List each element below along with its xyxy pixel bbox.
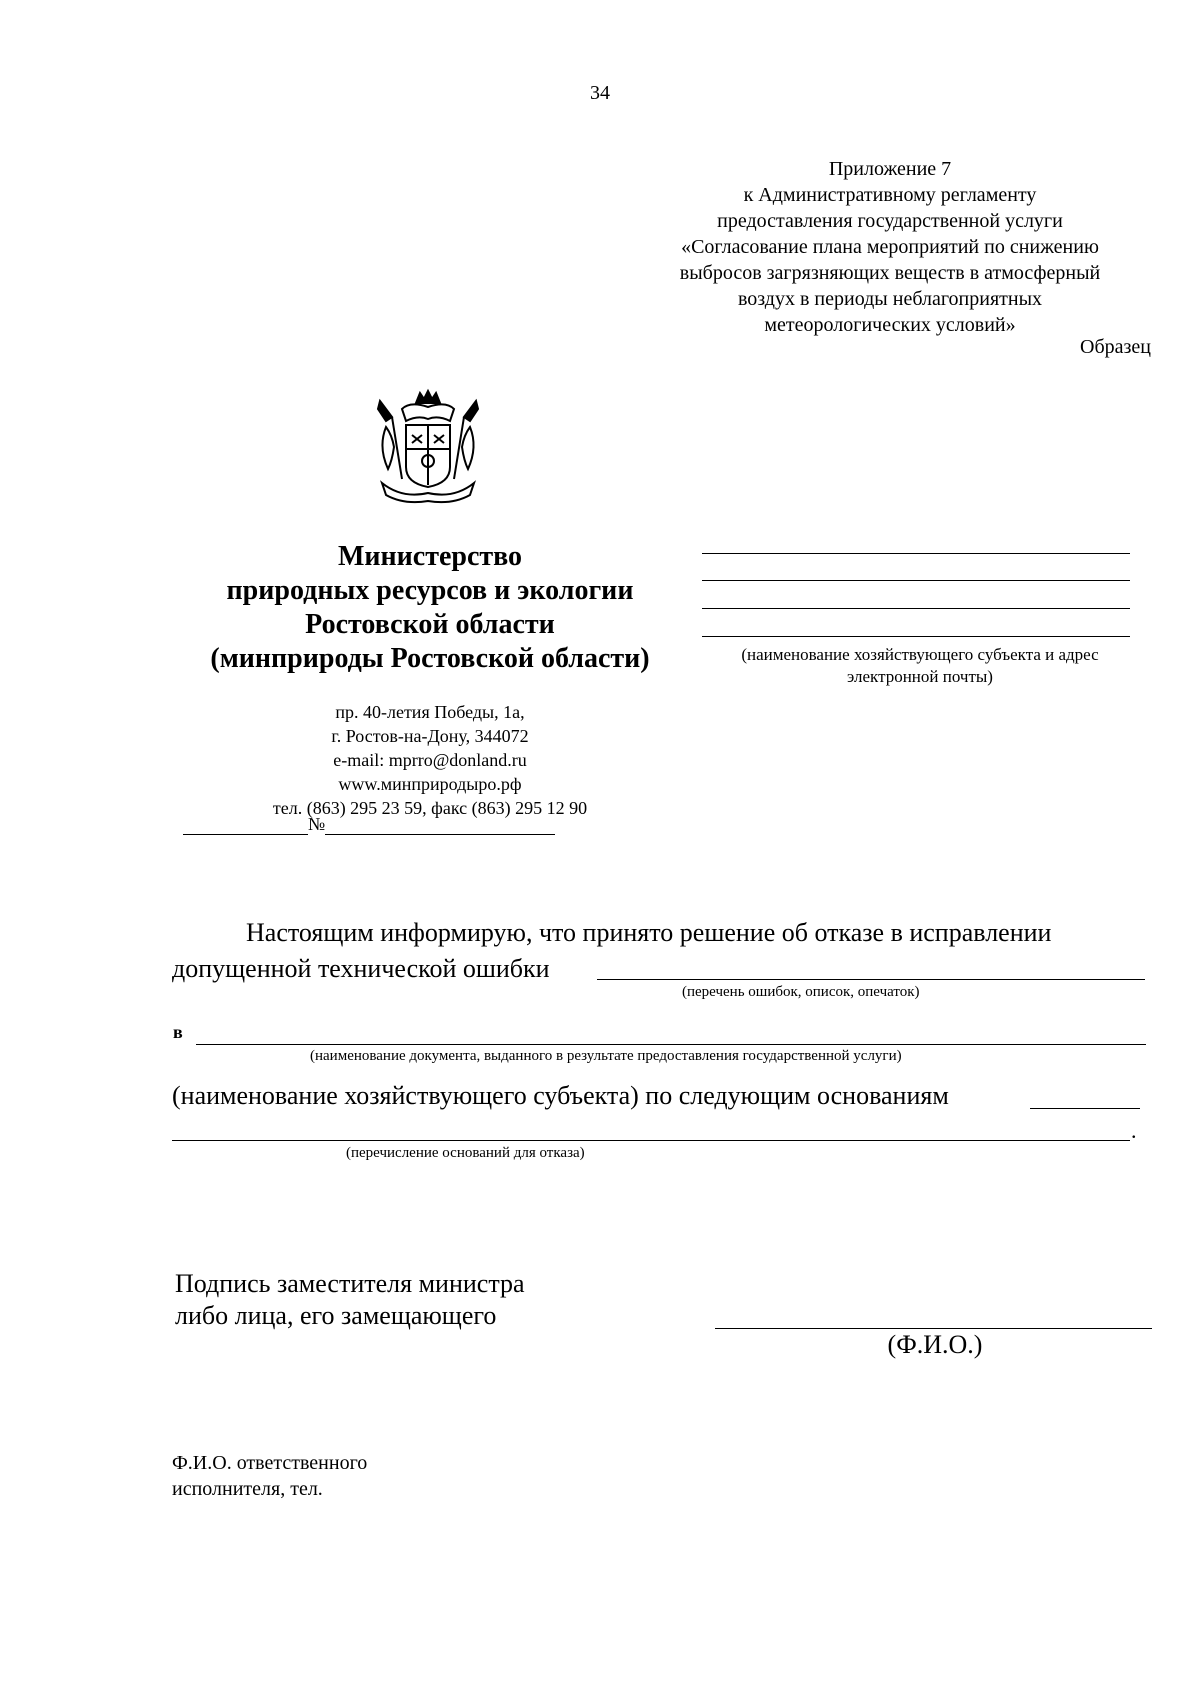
ministry-contacts <box>230 700 630 820</box>
subject-grounds-line: (наименование хозяйствующего субъекта) по следующим основаниям <box>172 1081 949 1110</box>
executor-line: Ф.И.О. ответственного <box>172 1452 368 1474</box>
appendix-reference <box>640 156 1140 338</box>
contact-address: пр. 40-летия Победы, 1а, <box>335 702 525 722</box>
grounds-blank-line <box>1030 1108 1140 1109</box>
recipient-blank-line <box>702 608 1130 609</box>
recipient-caption-line: электронной почты) <box>847 667 993 686</box>
fio-caption: (Ф.И.О.) <box>887 1330 983 1359</box>
appendix-line: к Административному регламенту <box>743 184 1037 206</box>
executor-info <box>172 1450 367 1502</box>
sample-label: Образец <box>1080 336 1151 358</box>
document-blank-line <box>196 1044 1146 1045</box>
coat-of-arms-icon <box>372 387 484 505</box>
date-blank-line <box>183 812 308 835</box>
ministry-name <box>170 540 690 676</box>
signature-title-line: либо лица, его замещающего <box>175 1301 497 1330</box>
recipient-blank-line <box>702 580 1130 581</box>
signature-title-line: Подпись заместителя министра <box>175 1269 525 1298</box>
recipient-caption-line: (наименование хозяйствующего субъекта и адрес <box>741 645 1099 664</box>
appendix-line: метеорологических условий» <box>764 314 1016 336</box>
recipient-blank-line <box>702 636 1130 637</box>
grounds-blank-line <box>172 1140 1130 1141</box>
period-mark: . <box>1131 1118 1137 1143</box>
ministry-name-line: Ростовской области <box>305 609 555 640</box>
number-blank-line <box>325 812 555 835</box>
appendix-line: воздух в периоды неблагоприятных <box>737 288 1043 310</box>
appendix-line: Приложение 7 <box>828 158 952 180</box>
number-sign: № <box>308 814 326 834</box>
contact-phone: тел. (863) 295 23 59, факс (863) 295 12 90 <box>272 798 588 818</box>
executor-line: исполнителя, тел. <box>172 1478 323 1500</box>
appendix-line: выбросов загрязняющих веществ в атмосферный <box>679 262 1101 284</box>
appendix-line: «Согласование плана мероприятий по снижению <box>681 236 1099 258</box>
contact-website: www.минприродыро.рф <box>338 774 522 794</box>
in-label: в <box>173 1022 183 1042</box>
ministry-name-line: природных ресурсов и экологии <box>226 575 634 606</box>
appendix-line: предоставления государственной услуги <box>717 210 1063 232</box>
errors-caption: (перечень ошибок, описок, опечаток) <box>682 984 920 1000</box>
page-number: 34 <box>590 82 610 104</box>
signature-title <box>175 1268 525 1332</box>
signature-blank-line <box>715 1328 1152 1329</box>
grounds-caption: (перечисление оснований для отказа) <box>346 1145 585 1161</box>
ministry-name-line: Министерство <box>337 541 523 572</box>
decision-paragraph-line: Настоящим информирую, что принято решение об отказе в исправлении <box>246 918 1052 947</box>
recipient-blank-line <box>702 553 1130 554</box>
document-caption: (наименование документа, выданного в результате предоставления государственной услуги) <box>310 1048 902 1064</box>
errors-blank-line <box>597 979 1145 980</box>
registration-number-line <box>183 812 555 835</box>
decision-paragraph-line: допущенной технической ошибки <box>172 954 550 983</box>
contact-email: e-mail: mprro@donland.ru <box>333 750 527 770</box>
contact-city: г. Ростов-на-Дону, 344072 <box>331 726 529 746</box>
ministry-name-line: (минприроды Ростовской области) <box>210 643 650 674</box>
recipient-caption <box>700 644 1140 688</box>
